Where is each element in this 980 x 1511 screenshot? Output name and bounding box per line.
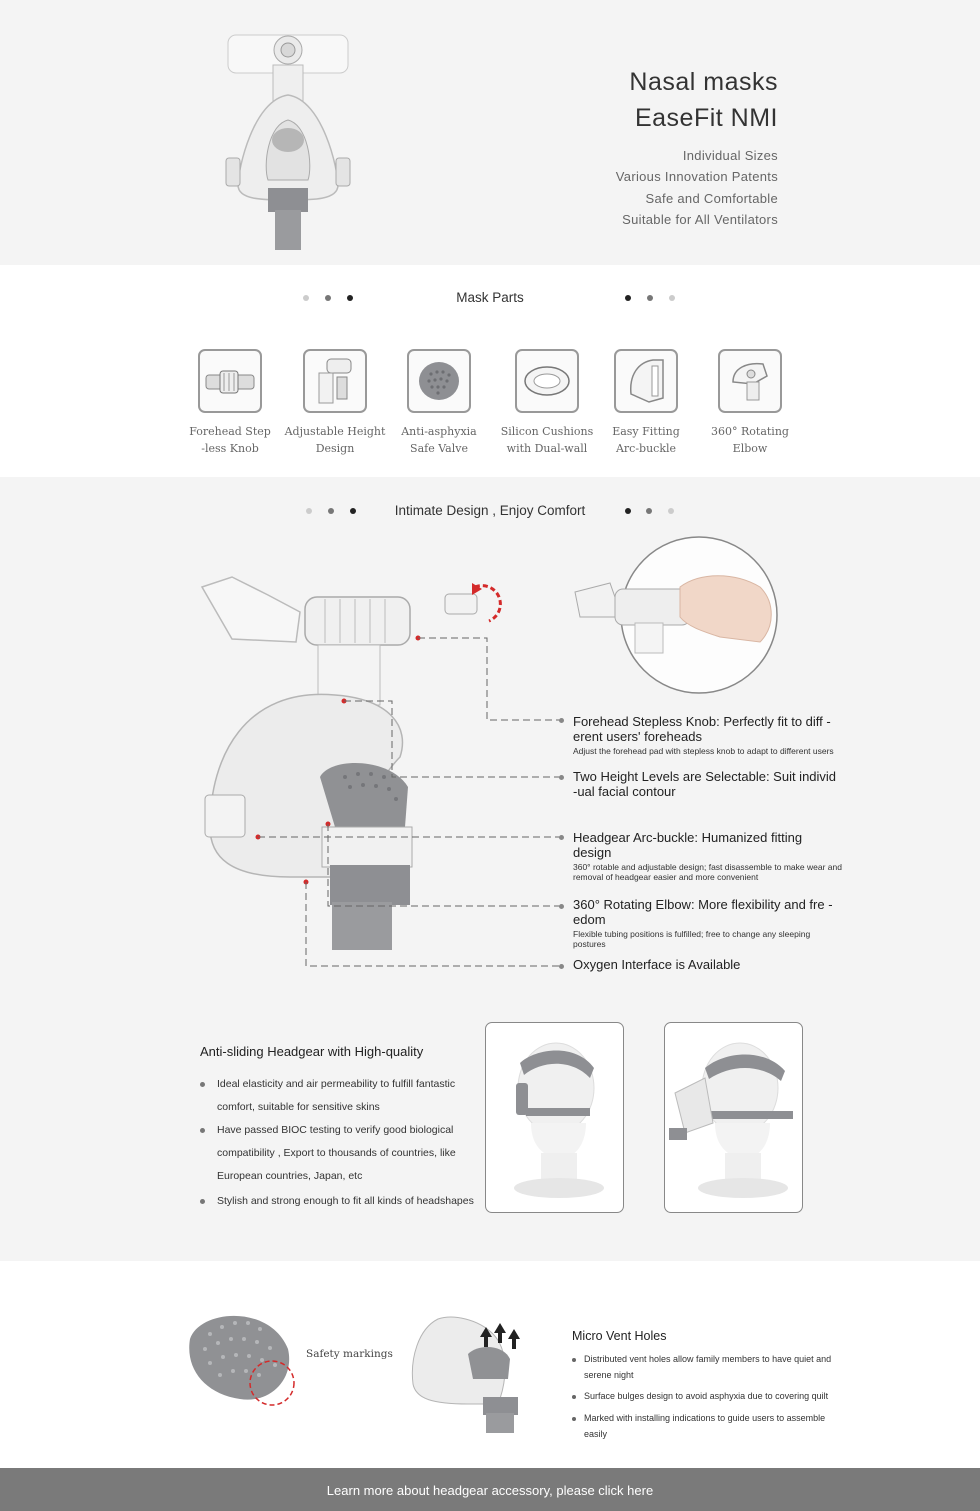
vent-mask-image bbox=[408, 1309, 528, 1434]
vent-bullet bbox=[572, 1395, 576, 1399]
callout-height-levels: Two Height Levels are Selectable: Suit individ -ual facial contour bbox=[573, 769, 837, 799]
mask-parts-section bbox=[0, 265, 980, 477]
design-title: Intimate Design , Enjoy Comfort bbox=[394, 503, 586, 518]
headgear-photo-side bbox=[664, 1022, 803, 1213]
hero-section bbox=[0, 0, 980, 265]
part-label: Silicon Cushions with Dual-wall bbox=[500, 425, 594, 455]
mask-parts-title: Mask Parts bbox=[456, 290, 524, 305]
decor-dot bbox=[669, 295, 675, 301]
callout-oxygen-interface: Oxygen Interface is Available bbox=[573, 957, 741, 972]
part-arc-buckle bbox=[591, 349, 701, 457]
callout-bullet bbox=[559, 904, 564, 909]
callout-bullet bbox=[559, 718, 564, 723]
callout-bullet bbox=[559, 964, 564, 969]
headgear-accessory-link[interactable]: Learn more about headgear accessory, please click here bbox=[326, 1483, 654, 1498]
headgear-item: Stylish and strong enough to fit all kinds of headshapes bbox=[217, 1195, 474, 1207]
part-label: Anti-asphyxia Safe Valve bbox=[401, 425, 477, 455]
vent-item: Marked with installing indications to guide users to assemble easily bbox=[584, 1413, 826, 1439]
vent-bullet bbox=[572, 1417, 576, 1421]
valve-icon bbox=[407, 349, 471, 413]
headgear-title: Anti-sliding Headgear with High-quality bbox=[200, 1044, 424, 1059]
callout-arc-buckle: Headgear Arc-buckle: Humanized fitting design 360° rotable and adjustable design; fast disassemble to make wear and removal of headgear easier and more convenient bbox=[573, 830, 842, 882]
part-label: Forehead Step -less Knob bbox=[189, 425, 271, 455]
headgear-bullet bbox=[200, 1128, 205, 1133]
headgear-item: Have passed BIOC testing to verify good biological compatibility , Export to thousands of countries, like European countries, Japan, etc bbox=[217, 1124, 456, 1182]
callout-bullet bbox=[559, 775, 564, 780]
decor-dot bbox=[625, 295, 631, 301]
vent-item: Distributed vent holes allow family members to have quiet and serene night bbox=[584, 1354, 832, 1380]
vent-item: Surface bulges design to avoid asphyxia due to covering quilt bbox=[584, 1391, 829, 1401]
headgear-bullet bbox=[200, 1199, 205, 1204]
part-silicon-cushion bbox=[492, 349, 602, 457]
callout-forehead-knob: Forehead Stepless Knob: Perfectly fit to diff -erent users' foreheads Adjust the forehead pad with stepless knob to adapt to different users bbox=[573, 714, 834, 756]
headgear-item: Ideal elasticity and air permeability to fulfill fantastic comfort, suitable for sensitive skins bbox=[217, 1078, 456, 1113]
part-label: 360° Rotating Elbow bbox=[711, 425, 789, 455]
hero-feature: Suitable for All Ventilators bbox=[622, 212, 778, 227]
arc-buckle-icon bbox=[614, 349, 678, 413]
callout-bullet bbox=[559, 835, 564, 840]
vent-title: Micro Vent Holes bbox=[572, 1329, 667, 1343]
callout-rotating-elbow: 360° Rotating Elbow: More flexibility and fre -edom Flexible tubing positions is fulfilled; free to change any sleeping postures bbox=[573, 897, 833, 949]
headgear-photo-front bbox=[485, 1022, 624, 1213]
vent-valve-image bbox=[180, 1299, 310, 1419]
headgear-bullet bbox=[200, 1082, 205, 1087]
hero-feature: Various Innovation Patents bbox=[615, 169, 778, 184]
hero-feature: Safe and Comfortable bbox=[645, 191, 778, 206]
part-label: Easy Fitting Arc-buckle bbox=[612, 425, 680, 455]
part-rotating-elbow bbox=[695, 349, 805, 457]
vent-bullet bbox=[572, 1358, 576, 1362]
cushion-icon bbox=[515, 349, 579, 413]
hero-title-line2: EaseFit NMI bbox=[634, 104, 778, 132]
elbow-icon bbox=[718, 349, 782, 413]
forehead-knob-icon bbox=[198, 349, 262, 413]
decor-dot bbox=[647, 295, 653, 301]
hero-mask-image bbox=[218, 0, 358, 260]
part-forehead-knob bbox=[175, 349, 285, 457]
adjustable-height-icon bbox=[303, 349, 367, 413]
part-anti-asphyxia-valve bbox=[384, 349, 494, 457]
hero-title-line1: Nasal masks bbox=[629, 68, 778, 96]
safety-markings-label: Safety markings bbox=[306, 1348, 393, 1360]
part-label: Adjustable Height Design bbox=[284, 425, 386, 455]
hero-feature: Individual Sizes bbox=[682, 148, 778, 163]
part-adjustable-height bbox=[280, 349, 390, 457]
